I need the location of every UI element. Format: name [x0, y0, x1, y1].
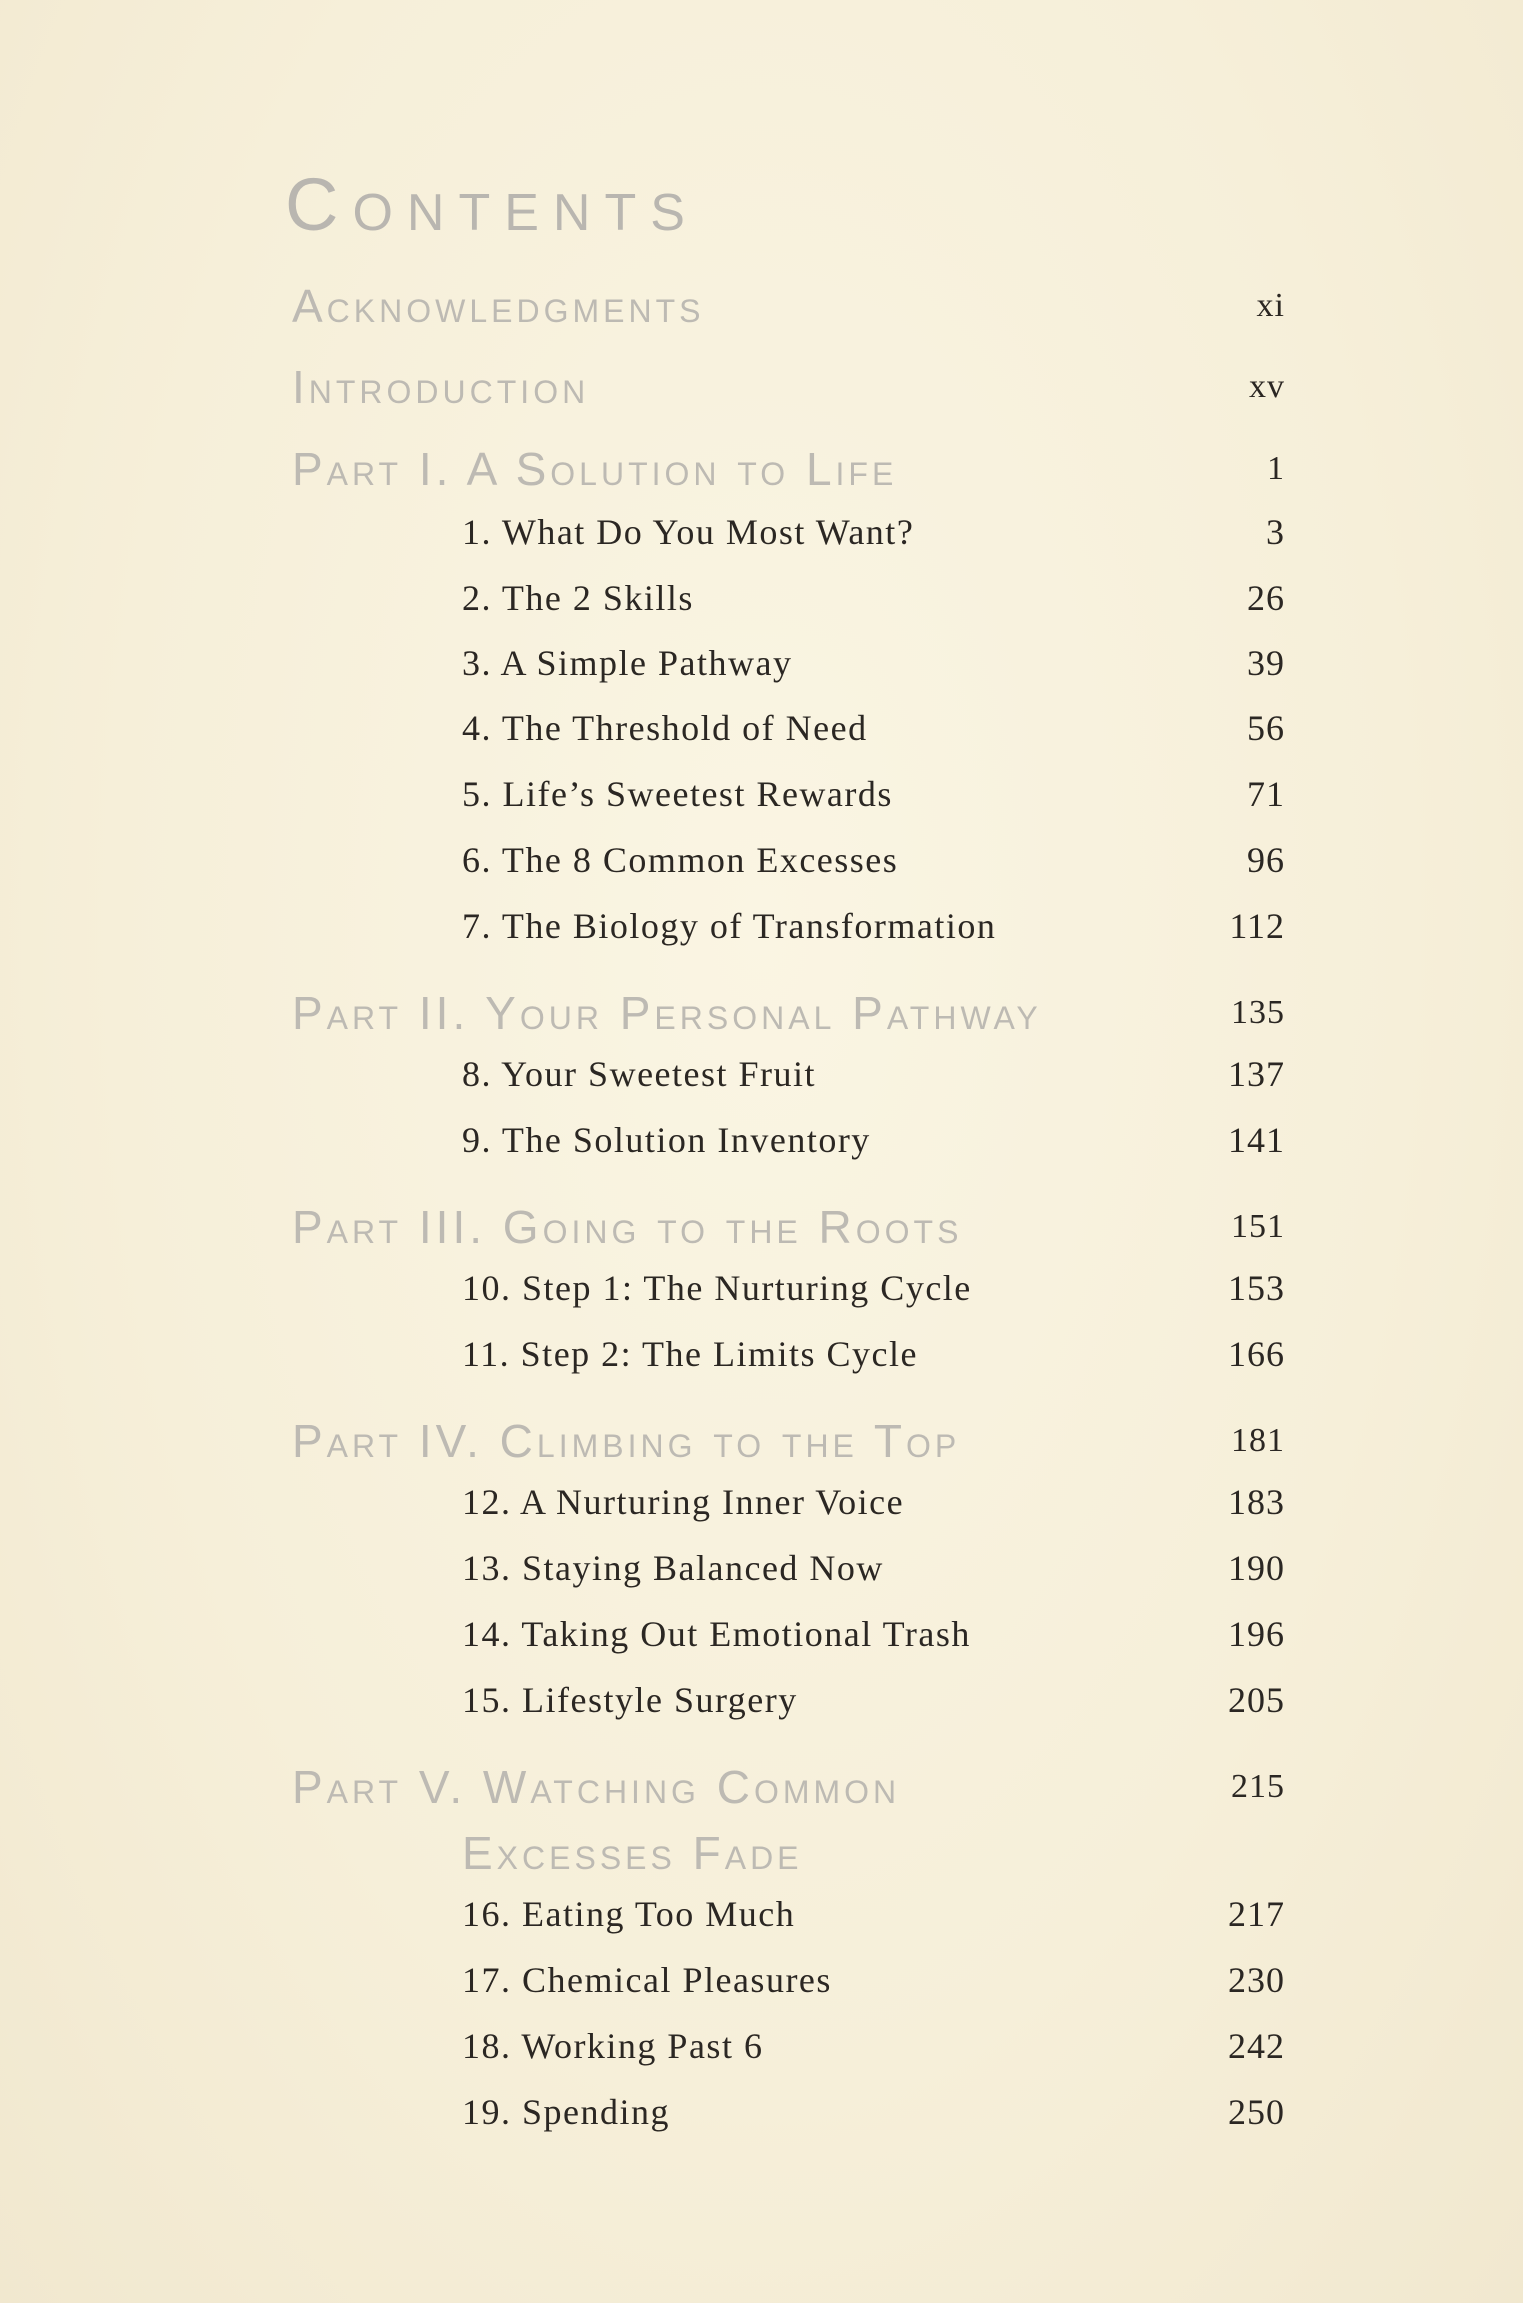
toc-entry-title: 11. Step 2: The Limits Cycle	[462, 1334, 918, 1374]
toc-page-number: 242	[1228, 2026, 1285, 2066]
toc-entry-title: 1. What Do You Most Want?	[462, 512, 915, 552]
toc-page-number: 96	[1247, 840, 1285, 880]
toc-entry-title: Part IV. Climbing to the Top	[292, 1415, 961, 1467]
contents-heading: Contents	[285, 163, 699, 246]
toc-page-number: 166	[1228, 1334, 1285, 1374]
toc-page-number: 230	[1228, 1960, 1285, 2000]
toc-entry-title: Excesses Fade	[462, 1827, 803, 1879]
toc-page-number: 151	[1231, 1208, 1285, 1245]
toc-entry-title: 12. A Nurturing Inner Voice	[462, 1482, 905, 1522]
toc-entry-title: Acknowledgments	[292, 280, 705, 332]
toc-page-number: xv	[1249, 368, 1285, 405]
toc-entry-title: 13. Staying Balanced Now	[462, 1548, 884, 1588]
toc-entry-title: 15. Lifestyle Surgery	[462, 1680, 798, 1720]
toc-entry-title: 2. The 2 Skills	[462, 578, 694, 618]
toc-page-number: 1	[1267, 450, 1285, 487]
toc-page-number: 215	[1231, 1768, 1285, 1805]
toc-page-number: 137	[1228, 1054, 1285, 1094]
toc-page-number: 205	[1228, 1680, 1285, 1720]
toc-entry-title: Part I. A Solution to Life	[292, 443, 898, 495]
toc-page-number: 56	[1247, 708, 1285, 748]
toc-entry-title: Part III. Going to the Roots	[292, 1201, 963, 1253]
toc-page-number: 26	[1247, 578, 1285, 618]
toc-page-number: 39	[1247, 643, 1285, 683]
toc-page-number: xi	[1256, 287, 1285, 324]
toc-entry-title: 16. Eating Too Much	[462, 1894, 796, 1934]
toc-entry-title: Part II. Your Personal Pathway	[292, 987, 1042, 1039]
toc-entry-title: 4. The Threshold of Need	[462, 708, 868, 748]
toc-entry-title: Part V. Watching Common	[292, 1761, 901, 1813]
toc-page-number: 190	[1228, 1548, 1285, 1588]
toc-entry-title: 6. The 8 Common Excesses	[462, 840, 899, 880]
toc-entry-title: 18. Working Past 6	[462, 2026, 764, 2066]
toc-page-number: 135	[1231, 994, 1285, 1031]
toc-entry-title: 8. Your Sweetest Fruit	[462, 1054, 817, 1094]
toc-page-number: 196	[1228, 1614, 1285, 1654]
toc-entry-title: 17. Chemical Pleasures	[462, 1960, 832, 2000]
toc-entry-title: 14. Taking Out Emotional Trash	[462, 1614, 971, 1654]
toc-entry-title: 3. A Simple Pathway	[462, 643, 793, 683]
toc-entry-title: 7. The Biology of Transformation	[462, 906, 997, 946]
toc-page-number: 3	[1266, 512, 1285, 552]
toc-page-number: 71	[1247, 774, 1285, 814]
toc-page-number: 183	[1228, 1482, 1285, 1522]
toc-entry-title: 10. Step 1: The Nurturing Cycle	[462, 1268, 972, 1308]
toc-page-number: 112	[1229, 906, 1285, 946]
toc-entry-title: 5. Life’s Sweetest Rewards	[462, 774, 893, 814]
toc-entry-title: 9. The Solution Inventory	[462, 1120, 871, 1160]
toc-entry-title: Introduction	[292, 361, 590, 413]
toc-page-number: 153	[1228, 1268, 1285, 1308]
toc-page-number: 141	[1228, 1120, 1285, 1160]
toc-entry-title: 19. Spending	[462, 2092, 671, 2132]
toc-page-number: 250	[1228, 2092, 1285, 2132]
toc-page-number: 181	[1231, 1422, 1285, 1459]
toc-page-number: 217	[1228, 1894, 1285, 1934]
